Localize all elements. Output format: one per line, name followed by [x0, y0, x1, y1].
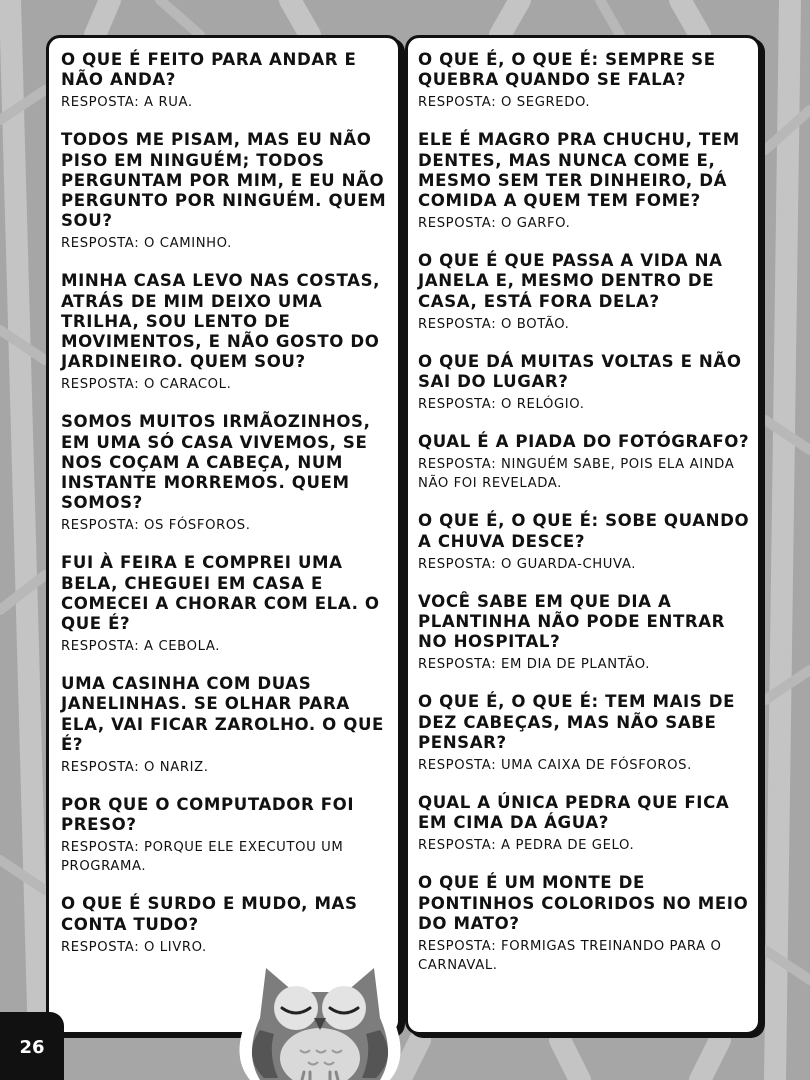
riddle-question: FUI À FEIRA E COMPREI UMA BELA, CHEGUEI EM CASA E COMECEI A CHORAR COM ELA. O QUE É? — [61, 553, 380, 634]
riddle-answer: RESPOSTA: OS FÓSFOROS. — [61, 518, 251, 534]
riddle-answer: RESPOSTA: O SEGREDO. — [418, 95, 591, 111]
riddle-question: O QUE É FEITO PARA ANDAR E NÃO ANDA? — [61, 50, 357, 90]
riddle-question: MINHA CASA LEVO NAS COSTAS, ATRÁS DE MIM DEIXO UMA TRILHA, SOU LENTO DE MOVIMENTOS, E NÃO GOSTO DO JARDINEIRO. QUEM SOU? — [61, 271, 381, 372]
riddle-item — [418, 592, 753, 675]
riddle-answer: RESPOSTA: O NARIZ. — [61, 760, 209, 776]
page-number: 26 — [0, 1012, 64, 1080]
riddle-answer: RESPOSTA: O CARACOL. — [61, 377, 232, 393]
riddle-answer: RESPOSTA: O LIVRO. — [61, 939, 207, 955]
riddle-answer: RESPOSTA: PORQUE ELE EXECUTOU UM PROGRAMA. — [61, 840, 344, 875]
riddle-question: QUAL A ÚNICA PEDRA QUE FICA EM CIMA DA ÁGUA? — [418, 793, 730, 833]
riddle-answer: RESPOSTA: A PEDRA DE GELO. — [418, 838, 635, 854]
riddle-question: VOCÊ SABE EM QUE DIA A PLANTINHA NÃO PODE ENTRAR NO HOSPITAL? — [418, 591, 726, 652]
riddle-question: O QUE É, O QUE É: SOBE QUANDO A CHUVA DESCE? — [418, 511, 750, 551]
riddle-item — [61, 130, 396, 253]
riddle-item — [418, 793, 753, 855]
riddle-item — [61, 50, 396, 112]
riddle-answer: RESPOSTA: NINGUÉM SABE, POIS ELA AINDA NÃO FOI REVELADA. — [418, 457, 735, 492]
riddle-question: O QUE É, O QUE É: SEMPRE SE QUEBRA QUANDO SE FALA? — [418, 50, 716, 90]
riddle-item — [418, 432, 753, 493]
riddle-item — [418, 511, 753, 573]
riddle-answer: RESPOSTA: O GARFO. — [418, 216, 571, 232]
riddle-question: O QUE É, O QUE É: TEM MAIS DE DEZ CABEÇAS, MAS NÃO SABE PENSAR? — [418, 692, 736, 752]
riddle-item — [61, 553, 396, 656]
riddle-item — [418, 352, 753, 414]
riddle-answer: RESPOSTA: A CEBOLA. — [61, 639, 221, 655]
riddle-question: POR QUE O COMPUTADOR FOI PRESO? — [61, 795, 355, 835]
riddle-answer: RESPOSTA: O GUARDA-CHUVA. — [418, 556, 636, 572]
riddle-question: SOMOS MUITOS IRMÃOZINHOS, EM UMA SÓ CASA VIVEMOS, SE NOS COÇAM A CABEÇA, NUM INSTANTE MORREMOS. QUEM SOMOS? — [61, 412, 371, 513]
riddle-answer: RESPOSTA: O CAMINHO. — [61, 236, 232, 252]
riddle-answer: RESPOSTA: EM DIA DE PLANTÃO. — [418, 657, 651, 673]
riddle-question: TODOS ME PISAM, MAS EU NÃO PISO EM NINGUÉM; TODOS PERGUNTAM POR MIM, E EU NÃO PERGUNTO POR NINGUÉM. QUEM SOU? — [61, 130, 387, 231]
riddle-item — [61, 795, 396, 876]
riddle-answer: RESPOSTA: O RELÓGIO. — [418, 397, 585, 413]
riddle-item — [61, 674, 396, 777]
riddle-item — [61, 271, 396, 394]
riddle-answer: RESPOSTA: UMA CAIXA DE FÓSFOROS. — [418, 758, 692, 774]
riddle-item — [418, 873, 753, 975]
riddle-item — [418, 692, 753, 775]
left-riddle-column — [61, 50, 396, 975]
riddle-question: O QUE É QUE PASSA A VIDA NA JANELA E, MESMO DENTRO DE CASA, ESTÁ FORA DELA? — [418, 251, 723, 311]
riddle-item — [418, 50, 753, 112]
riddle-question: UMA CASINHA COM DUAS JANELINHAS. SE OLHAR PARA ELA, VAI FICAR ZAROLHO. O QUE É? — [61, 674, 384, 754]
riddle-item — [418, 130, 753, 233]
riddle-answer: RESPOSTA: O BOTÃO. — [418, 316, 570, 332]
riddle-question: ELE É MAGRO PRA CHUCHU, TEM DENTES, MAS NUNCA COME E, MESMO SEM TER DINHEIRO, DÁ COMIDA A QUEM TEM FOME? — [418, 130, 740, 211]
riddle-answer: RESPOSTA: A RUA. — [61, 95, 193, 111]
riddle-item — [61, 412, 396, 535]
riddle-question: O QUE É UM MONTE DE PONTINHOS COLORIDOS NO MEIO DO MATO? — [418, 873, 749, 933]
riddle-question: O QUE É SURDO E MUDO, MAS CONTA TUDO? — [61, 894, 358, 934]
riddle-item — [418, 251, 753, 334]
right-riddle-column — [418, 50, 753, 993]
riddle-answer: RESPOSTA: FORMIGAS TREINANDO PARA O CARNAVAL. — [418, 939, 722, 974]
owl-illustration — [230, 946, 410, 1080]
riddle-question: QUAL É A PIADA DO FOTÓGRAFO? — [418, 432, 750, 452]
riddle-question: O QUE DÁ MUITAS VOLTAS E NÃO SAI DO LUGAR? — [418, 351, 742, 392]
